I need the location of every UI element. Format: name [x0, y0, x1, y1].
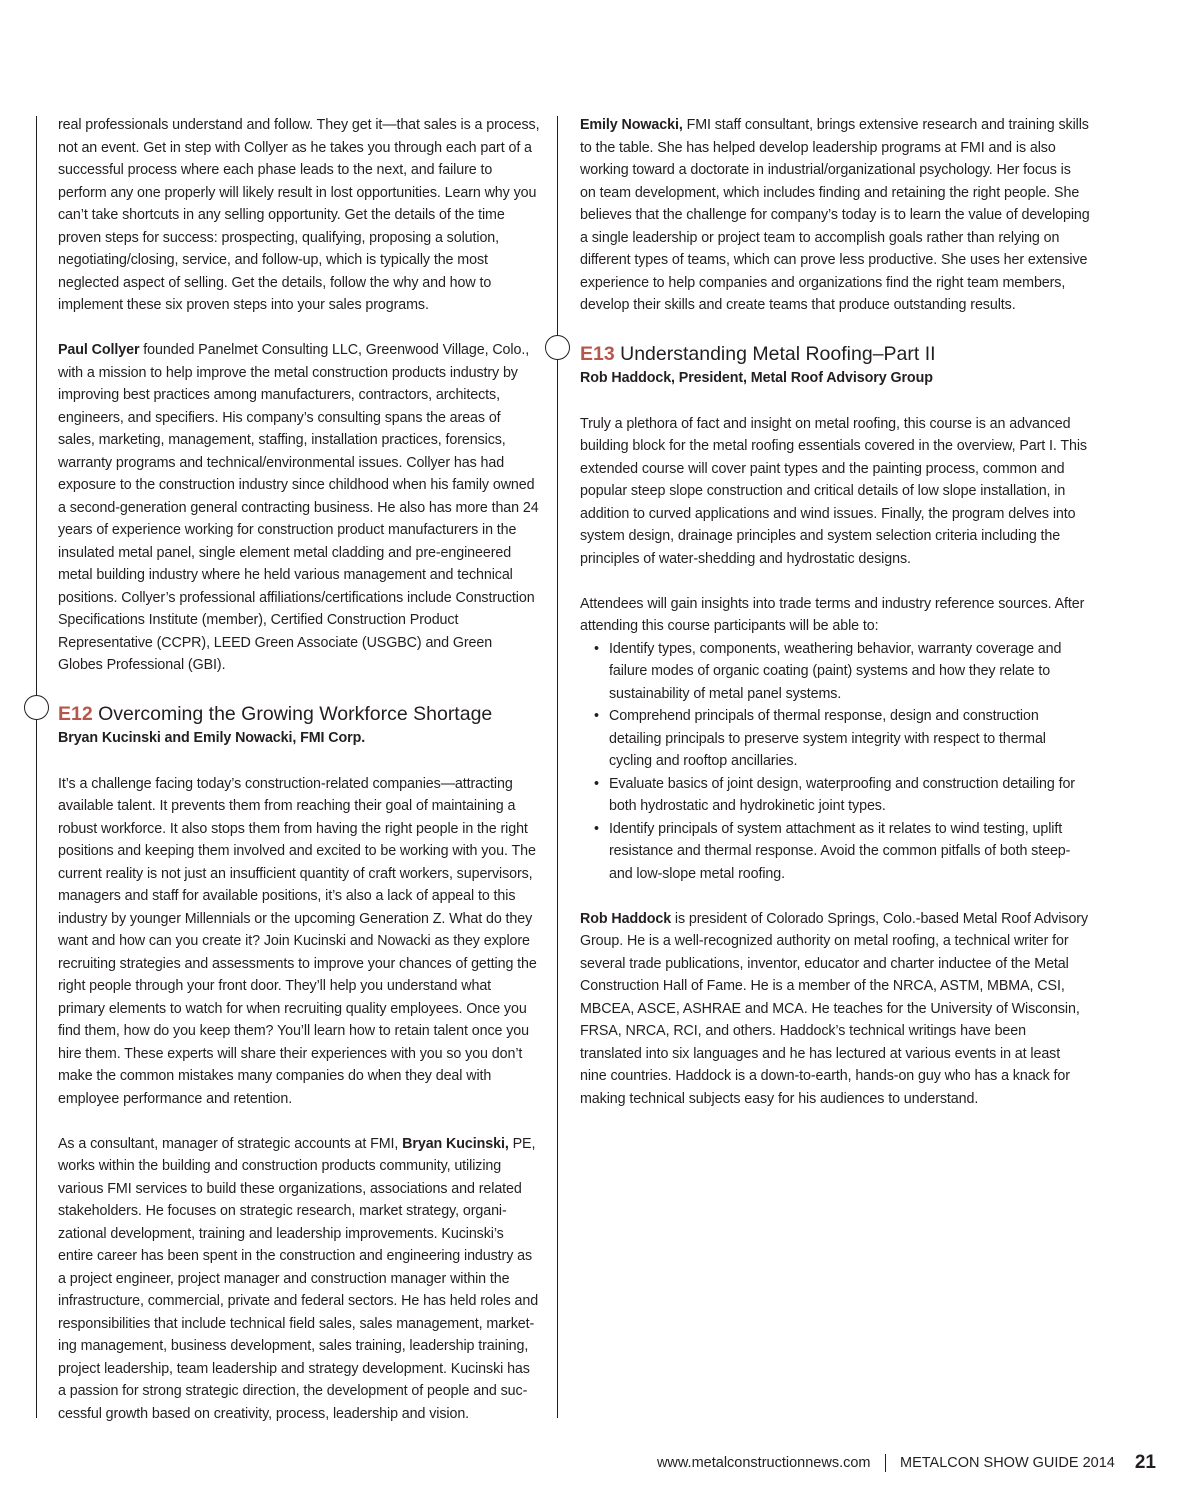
kucinski-bio-text: PE, works within the building and construction products community, utilizing various FMI services to build these organizations, associations and related stakeholders. He focuses on strategic research, market strategy, organizational development, training and leadership improvements. Kucinski’s entire career has been spent in the construction and engineering industry as a project engineer, project manager and construction manager within the infrastructure, commercial, private and federal sectors. He has held roles and responsibilities that include technical field sales, sales management, marketing management, business development, sales training, leadership training, project leadership, team leadership and strategy development. Kucinski has a passion for strong strategic direction, the development of people and successful growth based on creativity, process, leadership and vision. [58, 1135, 539, 1422]
session-e13-marker [545, 335, 570, 360]
kucinski-bio-lead: As a consultant, manager of strategic accounts at FMI, [58, 1135, 403, 1152]
right-column-rule [557, 116, 558, 1418]
haddock-bio-text: is president of Colorado Springs, Colo.-based Metal Roof Advisory Group. He is a well-recognized authority on metal roofing, a technical writer for several trade publications, inventor, educator and charter inductee of the Metal Construction Hall of Fame. He is a member of the NRCA, ASTM, MBMA, CSI, MBCEA, ASCE, ASHRAE and MCA. He teaches for the University of Wisconsin, FRSA, NRCA, RCI, and others. Haddock’s technical writings have been translated into six languages and he has lectured at various events in at least nine countries. Haddock is a down-to-earth, hands-on guy who has a knack for making technical subjects easy for his audiences to understand. [580, 910, 1089, 1107]
session-e13-speakers: Rob Haddock, President, Metal Roof Advisory Group [580, 369, 933, 386]
nowacki-bio [580, 114, 1090, 317]
outcome-item: • Comprehend principals of thermal response, design and construction detailing principals to preserve system integrity with respect to thermal cycling and rooftop ancillaries. [609, 705, 1090, 773]
footer-divider [885, 1454, 887, 1472]
outcome-item: • Identify types, components, weathering behavior, warranty coverage and failure modes of organic coating (paint) systems and how they relate to sustainability of metal panel systems. [609, 638, 1090, 706]
page-footer [657, 1452, 1156, 1474]
session-e12-heading [58, 700, 540, 728]
collyer-bio [58, 339, 540, 677]
session-e13-outcomes-intro: Attendees will gain insights into trade terms and industry reference sources. After attending this course participants will be able to: [580, 595, 1085, 634]
kucinski-bio [58, 1133, 540, 1426]
kucinski-name: Bryan Kucinski, [402, 1135, 509, 1152]
session-e12-marker [24, 695, 49, 720]
page-number: 21 [1134, 1452, 1156, 1473]
session-e12-speakers: Bryan Kucinski and Emily Nowacki, FMI Corp. [58, 729, 366, 746]
nowacki-bio-text: FMI staff consultant, brings extensive research and training skills to the table. She has helped develop leadership programs at FMI and is also working toward a doctorate in industrial/organizational psychology. Her focus is on team development, which includes finding and retaining the right people. She believes that the challenge for company’s today is to learn the value of developing a single leadership or project team to accomplish goals rather than relying on different types of teams, which can prove less productive. She uses her extensive experience to help companies and organizations find the right team members, develop their skills and create teams that produce outstanding results. [580, 117, 1090, 313]
collyer-bio-text: founded Panelmet Consulting LLC, Greenwood Village, Colo., with a mission to help improve the metal construction products industry by improving best practices among manufacturers, contractors, architects, engineers, and specifiers. His company’s consulting spans the areas of sales, marketing, management, staffing, installation practices, forensics, warranty programs and technical/environmental issues. Collyer has had exposure to the construction industry since childhood when his family owned a second-generation general contracting business. He also has more than 24 years of experience working for construction product manufacturers in the insulated metal panel, single element metal cladding and pre-engineered metal building industry where he held various management and technical positions. Collyer’s professional affiliations/certifications include Construction Specifications Institute (member), Certified Construction Product Representative (CCPR), LEED Green Associate (USGBC) and Green Globes Professional (GBI). [58, 342, 539, 673]
collyer-name: Paul Collyer [58, 342, 140, 358]
session-e12-code: E12 [58, 702, 93, 725]
session-e13-outcomes-list [580, 638, 1090, 886]
right-column [580, 114, 1090, 1110]
haddock-name: Rob Haddock [580, 910, 672, 927]
left-column [58, 114, 540, 1425]
outcome-item: • Identify principals of system attachment as it relates to wind testing, uplift resistance and thermal response. Avoid the common pitfalls of both steep- and low-slope metal roofing. [609, 818, 1090, 886]
footer-url[interactable]: www.metalconstructionnews.com [656, 1455, 871, 1471]
haddock-bio [580, 908, 1090, 1111]
left-column-rule [36, 116, 37, 1418]
footer-publication: METALCON SHOW GUIDE 2014 [900, 1455, 1115, 1471]
nowacki-name: Emily Nowacki, [580, 117, 683, 133]
session-e13-title: Understanding Metal Roofing–Part II [614, 342, 936, 365]
outcome-item: • Evaluate basics of joint design, waterproofing and construction detailing for both hydrostatic and hydrokinetic joint types. [609, 773, 1090, 818]
session-e13-heading [580, 340, 1090, 368]
session-e12-title: Overcoming the Growing Workforce Shortage [92, 702, 493, 725]
session-e13-description: Truly a plethora of fact and insight on metal roofing, this course is an advanced building block for the metal roofing essentials covered in the overview, Part I. This extended course will cover paint types and the painting process, common and popular steep slope construction and critical details of low slope installation, in addition to curved applications and wind issues. Finally, the program delves into system design, drainage principles and system selection criteria including the principles of water-shedding and hydrostatic designs. [580, 415, 1087, 567]
session-e12-description: It’s a challenge facing today’s construction-related companies—attracting available talent. It prevents them from reaching their goal of maintaining a robust workforce. It also stops them from having the right people in the right positions and keeping them involved and excited to be working with you. The current reality is not just an insufficient quantity of craft workers, supervisors, managers and staff for available positions, it’s also a lack of appeal to this industry by younger Millennials or the upcoming Generation Z. What do they want and how can you create it? Join Kucinski and Nowacki as they explore recruiting strategies and assessments to improve your chances of getting the right people through your front door. They’ll help you understand what primary elements to watch for when recruiting quality employees. Once you find them, how do you keep them? You’ll learn how to retain talent once you hire them. These experts will share their experiences with you so you don’t make the common mistakes many companies do when they deal with employee performance and retention. [58, 775, 537, 1107]
collyer-session-description: real professionals understand and follow. They get it—that sales is a process, not an event. Get in step with Collyer as he takes you through each part of a successful process where each phase leads to the next, and failure to perform any one properly will likely result in lost opportunities. Learn why you can’t take shortcuts in any selling opportunity. Get the details of the time proven steps for success: prospecting, qualifying, proposing a solution, negotiating/closing, service, and follow-up, which is typically the most neglected aspect of selling. Get the details, follow the why and how to implement these six proven steps into your sales programs. [58, 117, 540, 313]
session-e13-code: E13 [580, 342, 615, 365]
